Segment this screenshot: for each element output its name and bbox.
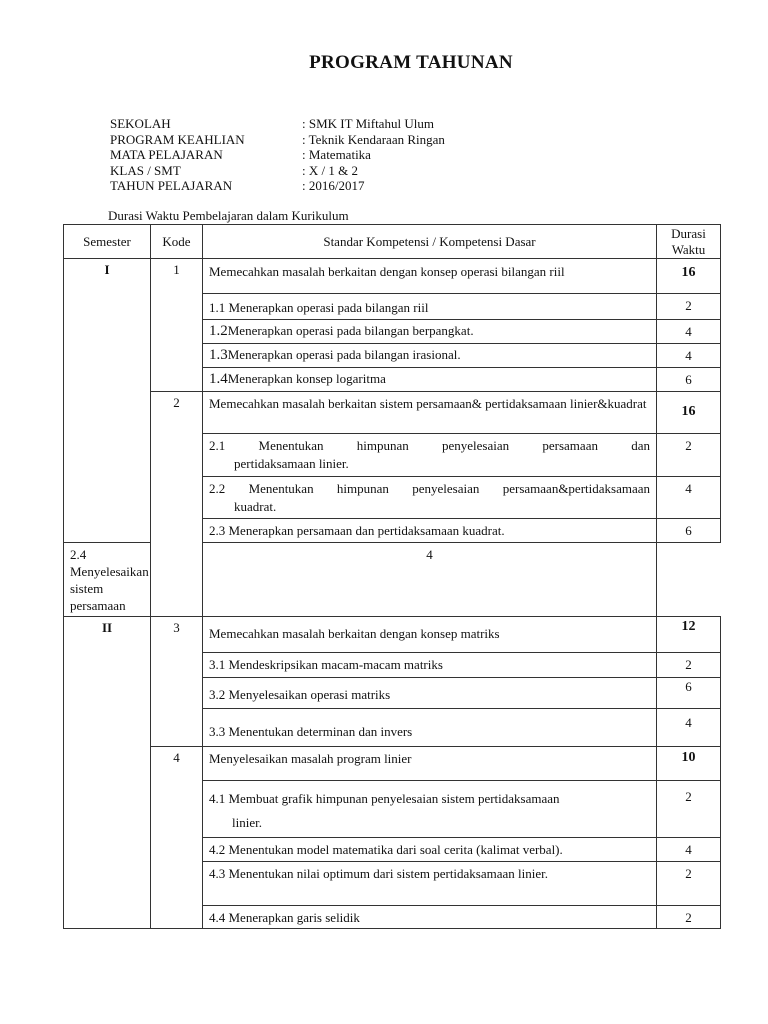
durasi-cell: 6: [657, 368, 721, 392]
durasi-cell: 4: [657, 838, 721, 862]
kd-number: 1.2: [209, 323, 228, 339]
info-value: : Teknik Kendaraan Ringan: [302, 131, 445, 147]
info-row-mata-pelajaran: [110, 147, 445, 163]
header-durasi-line2: Waktu: [671, 241, 706, 257]
durasi-cell: 4: [657, 344, 721, 368]
kd-text: Menerapkan konsep logaritma: [227, 371, 386, 386]
kd-number: 1.3: [209, 347, 228, 363]
kd-number: 1.1: [209, 300, 226, 315]
info-label: SEKOLAH: [110, 116, 171, 131]
page-title: PROGRAM TAHUNAN: [309, 52, 513, 73]
durasi-cell: 16: [657, 392, 721, 434]
kompetensi-dasar: [203, 320, 657, 344]
info-value: : 2016/2017: [302, 178, 365, 193]
info-label: TAHUN PELAJARAN: [110, 178, 233, 193]
durasi-cell: 4: [657, 320, 721, 344]
standar-kompetensi: Menyelesaikan masalah program linier: [203, 747, 657, 781]
kompetensi-dasar: 2.3 Menerapkan persamaan dan pertidaksamaan kuadrat.: [203, 519, 657, 543]
table-row: [64, 617, 721, 653]
durasi-cell: 2: [657, 781, 721, 838]
durasi-cell: 16: [657, 259, 721, 294]
kd-text: Menerapkan operasi pada bilangan riil: [225, 300, 429, 315]
kompetensi-dasar: 4.4 Menerapkan garis selidik: [203, 906, 657, 929]
kd-line2: pertidaksamaan linier.: [234, 456, 349, 471]
semester-cell: II: [64, 617, 151, 929]
header-kode: Kode: [151, 225, 203, 259]
standar-kompetensi: Memecahkan masalah berkaitan sistem persamaan& pertidaksamaan linier&kuadrat: [203, 392, 657, 434]
kd-line2: kuadrat.: [234, 499, 277, 514]
kd-number: 1.4: [209, 371, 228, 387]
info-value: : X / 1 & 2: [302, 162, 358, 178]
standar-kompetensi: Memecahkan masalah berkaitan dengan konsep operasi bilangan riil: [203, 259, 657, 294]
table-caption: Durasi Waktu Pembelajaran dalam Kurikulum: [108, 208, 349, 223]
header-semester: Semester: [64, 225, 151, 259]
header-standar: Standar Kompetensi / Kompetensi Dasar: [203, 225, 657, 259]
kd-line1: 2.1 Menentukan himpunan penyelesaian persamaan dan: [209, 438, 650, 453]
kompetensi-dasar: [203, 781, 657, 838]
semester-cell: I: [64, 259, 151, 543]
school-info: [110, 116, 445, 194]
info-label: MATA PELAJARAN: [110, 147, 223, 162]
table-header-row: [64, 225, 721, 259]
kompetensi-dasar: [203, 477, 657, 519]
info-row-tahun-pelajaran: [110, 178, 445, 194]
table-row: [64, 747, 721, 781]
kd-line1: 4.1 Membuat grafik himpunan penyelesaian sistem pertidaksamaan: [209, 791, 560, 806]
info-row-program-keahlian: [110, 132, 445, 148]
kompetensi-dasar: [203, 368, 657, 392]
kode-cell: 4: [151, 747, 203, 929]
info-row-klas-smt: [110, 163, 445, 179]
info-value: : Matematika: [302, 147, 371, 162]
durasi-cell: 12: [657, 617, 721, 653]
durasi-cell: 4: [203, 543, 657, 617]
durasi-cell: 2: [657, 294, 721, 320]
durasi-cell: 2: [657, 653, 721, 678]
kompetensi-dasar: [203, 434, 657, 477]
info-label: PROGRAM KEAHLIAN: [110, 131, 245, 147]
kode-cell: 1: [151, 259, 203, 392]
info-value: : SMK IT Miftahul Ulum: [302, 116, 434, 131]
table-row: [64, 259, 721, 294]
standar-kompetensi: Memecahkan masalah berkaitan dengan konsep matriks: [203, 617, 657, 653]
durasi-cell: 4: [657, 477, 721, 519]
header-durasi-line1: Durasi: [671, 225, 706, 241]
kompetensi-dasar: [203, 294, 657, 320]
kompetensi-dasar: 3.2 Menyelesaikan operasi matriks: [203, 678, 657, 709]
info-row-sekolah: [110, 116, 445, 132]
kode-cell: 2: [151, 392, 203, 617]
kompetensi-dasar: [203, 344, 657, 368]
durasi-cell: 6: [657, 519, 721, 543]
program-table: [63, 224, 721, 929]
kompetensi-dasar: 2.4 Menyelesaikan sistem persamaan: [64, 543, 151, 617]
table-row: [64, 392, 721, 434]
durasi-cell: 10: [657, 747, 721, 781]
kd-line2: linier.: [232, 815, 262, 830]
info-label: KLAS / SMT: [110, 162, 181, 178]
kd-line1: 2.2 Menentukan himpunan penyelesaian persamaan&pertidaksamaan: [209, 481, 650, 496]
kd-text: Menerapkan operasi pada bilangan berpangkat.: [227, 323, 474, 338]
header-durasi: [657, 225, 721, 259]
kompetensi-dasar: 4.2 Menentukan model matematika dari soal cerita (kalimat verbal).: [203, 838, 657, 862]
durasi-cell: 6: [657, 678, 721, 709]
kompetensi-dasar: 3.1 Mendeskripsikan macam-macam matriks: [203, 653, 657, 678]
kompetensi-dasar: 4.3 Menentukan nilai optimum dari sistem pertidaksamaan linier.: [203, 862, 657, 906]
durasi-cell: 2: [657, 862, 721, 906]
kompetensi-dasar: 3.3 Menentukan determinan dan invers: [203, 709, 657, 747]
durasi-cell: 2: [657, 906, 721, 929]
durasi-cell: 2: [657, 434, 721, 477]
kd-text: Menerapkan operasi pada bilangan irasional.: [227, 347, 461, 362]
kode-cell: 3: [151, 617, 203, 747]
durasi-cell: 4: [657, 709, 721, 747]
